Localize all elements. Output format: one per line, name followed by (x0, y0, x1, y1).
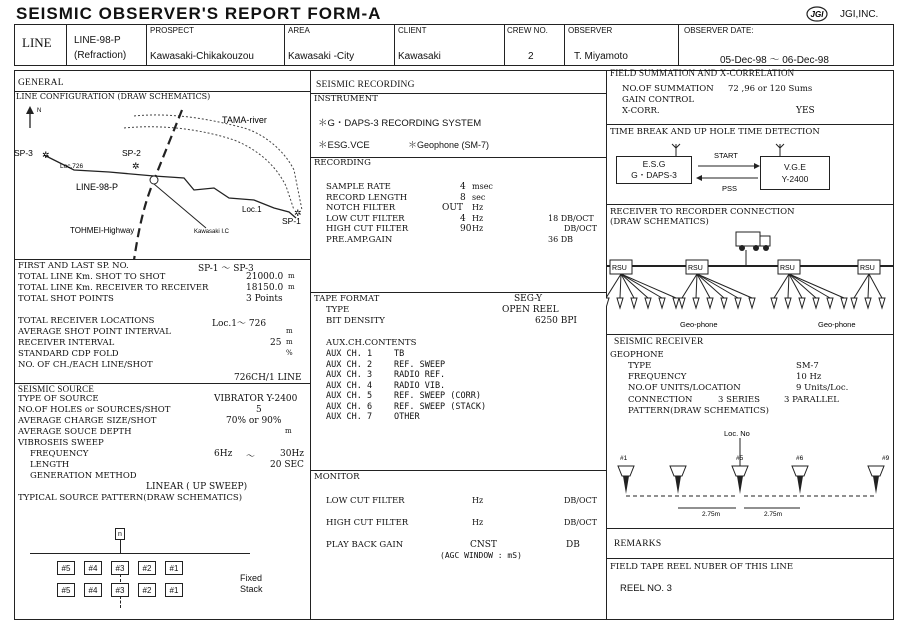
sp2-label: SP-2 (122, 148, 141, 158)
recording-row-unit: Hz (472, 203, 484, 212)
source-type-label: TYPE OF SOURCE (18, 394, 99, 404)
general-row-label: TOTAL RECEIVER LOCATIONS (18, 316, 155, 326)
geophone-label: GEOPHONE (610, 350, 664, 360)
freq-label: FREQUENCY (30, 449, 89, 459)
crew-label: CREW NO. (507, 26, 548, 35)
depth-unit: m (285, 427, 292, 435)
source-point-box: #5 (57, 561, 75, 575)
loc726-label: Loc.726 (60, 163, 84, 170)
instrument-3: ＊Geophone (SM-7) (408, 140, 490, 150)
geophone-icon (785, 298, 791, 308)
start-label: START (714, 151, 738, 160)
aux-channel-label: AUX CH. 5 (326, 391, 373, 401)
sp3-icon: ✲ (42, 150, 50, 160)
geophone-icon (841, 298, 847, 308)
aux-channel-value: RADIO REF. (394, 370, 446, 380)
logo-text: JGI (810, 10, 824, 19)
source-point-box: #4 (84, 561, 102, 575)
sp1-icon: ✲ (294, 208, 302, 218)
geophone-icon (645, 298, 651, 308)
bit-value: 6250 BPI (535, 316, 577, 326)
date-value: 05-Dec-98 ～ 06-Dec-98 (720, 55, 829, 66)
tape-type-value: OPEN REEL (502, 305, 559, 315)
crew-value: 2 (528, 51, 534, 62)
monitor-low-db: DB/OCT (564, 496, 598, 505)
line-name-label: LINE-98-P (76, 182, 119, 192)
connection-series: 3 SERIES (718, 395, 760, 405)
general-row-label: TOTAL LINE Km. SHOT TO SHOT (18, 272, 166, 282)
source-point-box: #3 (111, 561, 129, 575)
general-row-value: 21000.0 (246, 272, 284, 282)
gain-label: GAIN CONTROL (622, 95, 695, 105)
charge-label: AVERAGE CHARGE SIZE/SHOT (18, 416, 157, 426)
receiver-title: SEISMIC RECEIVER (614, 337, 704, 347)
form-title: SEISMIC OBSERVER'S REPORT FORM-A (16, 4, 382, 23)
recording-label: RECORDING (314, 158, 371, 168)
recording-row-value: 8 (460, 192, 466, 203)
sweep-label: VIBROSEIS SWEEP (18, 438, 104, 448)
geophone-icon (618, 466, 634, 476)
length-label: LENGTH (30, 460, 70, 470)
freq-sep: ～ (246, 452, 256, 462)
area-label: AREA (288, 26, 310, 35)
p5-label: #5 (736, 455, 744, 462)
general-row-label: FIRST AND LAST SP. NO. (18, 261, 129, 271)
xcorr-value: YES (796, 106, 815, 116)
connection-label: CONNECTION (628, 395, 693, 405)
geophone-icon (673, 298, 679, 308)
bit-label: BIT DENSITY (326, 316, 385, 326)
general-row-label: RECEIVER INTERVAL (18, 338, 115, 348)
time-break-title: TIME BREAK AND UP HOLE TIME DETECTION (610, 127, 820, 137)
source-type-value: VIBRATOR Y-2400 (214, 394, 298, 404)
holes-value: 5 (256, 405, 262, 415)
source-point-box: #1 (165, 561, 183, 575)
aux-title: AUX.CH.CONTENTS (326, 338, 417, 348)
monitor-high-db: DB/OCT (564, 518, 598, 527)
rsu-label: RSU (688, 265, 703, 272)
instrument-2: ＊ESG.VCE (318, 140, 370, 151)
source-n-box: n (115, 528, 125, 540)
geophone-icon (851, 298, 857, 308)
field-sum-title: FIELD SUMMATION AND X-CORRELATION (610, 68, 795, 78)
p1-label: #1 (620, 455, 628, 462)
recording-row-extra: 18 DB/OCT (548, 213, 594, 223)
aux-channel-value: RADIO VIB. (394, 380, 446, 391)
geophone-label-2: Geo-phone (818, 320, 856, 329)
monitor-high-label: HIGH CUT FILTER (326, 518, 409, 528)
recording-row-label: SAMPLE RATE (326, 182, 391, 192)
sp3-label: SP-3 (14, 148, 33, 158)
vge-model: Y-2400 (781, 174, 809, 184)
geophone-icon (679, 298, 685, 308)
general-row-label: STANDARD CDP FOLD (18, 349, 119, 359)
length-value: 20 SEC (270, 460, 304, 470)
client-label: CLIENT (398, 26, 427, 35)
geophone-icon (792, 466, 808, 476)
summation-value: 72 ,96 or 120 Sums (728, 84, 813, 94)
remarks-title: REMARKS (614, 539, 662, 549)
geophone-icon (799, 298, 805, 308)
receiver-row-label: TYPE (628, 361, 652, 371)
line-label: LINE (22, 35, 52, 50)
aux-channel-value: TB (394, 349, 405, 359)
general-row-unit: m (288, 283, 295, 291)
p9-label: #9 (882, 455, 890, 462)
esg-label: E.S.G (642, 159, 666, 169)
geophone-icon (670, 466, 686, 476)
aux-channel-value: REF. SWEEP (394, 359, 446, 370)
tape-label: TAPE FORMAT (314, 294, 380, 304)
rr-sub: (DRAW SCHEMATICS) (610, 217, 709, 227)
general-row-unit: m (286, 338, 293, 346)
rr-title: RECEIVER TO RECORDER CONNECTION (610, 207, 795, 217)
recording-row-value: 90 (460, 224, 472, 234)
line-config-label: LINE CONFIGURATION (DRAW SCHEMATICS) (16, 92, 211, 101)
vge-box (760, 156, 830, 190)
pss-label: PSS (722, 184, 738, 193)
monitor-high-hz: Hz (472, 518, 484, 527)
receiver-row-value: 9 Units/Loc. (796, 383, 849, 393)
ic-label: Kawasaki I.C (194, 229, 230, 235)
general-title: GENERAL (18, 78, 64, 88)
geophone-icon (617, 298, 623, 308)
recording-row-unit: Hz (472, 224, 484, 233)
geophone-icon (735, 298, 741, 308)
distance-2: 2.75m (764, 511, 783, 518)
source-point-box: #2 (138, 561, 156, 575)
locno-label: Loc. No (724, 429, 750, 438)
recorder-truck-icon (736, 232, 760, 246)
ch-each-value: 726CH/1 LINE (234, 373, 302, 383)
recording-row-value: 4 (460, 182, 466, 192)
recording-row-value: OUT (442, 203, 463, 213)
interchange-icon (150, 176, 158, 184)
geophone-icon (606, 298, 609, 308)
rsu-label: RSU (612, 265, 627, 272)
company-logo (805, 6, 829, 22)
reel-title: FIELD TAPE REEL NUBER OF THIS LINE (610, 562, 794, 572)
line-configuration-map (14, 100, 310, 260)
charge-value: 70% or 90% (226, 416, 282, 426)
monitor-low-label: LOW CUT FILTER (326, 496, 405, 506)
observer-value: T. Miyamoto (574, 51, 628, 62)
sp1-label: SP-1 (282, 216, 301, 226)
esg-box (616, 156, 692, 184)
receiver-row-value: 10 Hz (796, 372, 822, 382)
aux-channel-value: OTHER (394, 412, 420, 422)
monitor-label: MONITOR (314, 472, 360, 482)
distance-1: 2.75m (702, 511, 721, 518)
aux-channel-label: AUX CH. 2 (326, 359, 373, 370)
client-value: Kawasaki (398, 51, 441, 62)
general-row-value: SP-1 ～ SP-3 (198, 264, 254, 274)
general-row-value: 3 Points (246, 294, 283, 304)
recording-row-value: 4 (460, 213, 466, 224)
geophone-icon (693, 298, 699, 308)
receiver-row-label: NO.OF UNITS/LOCATION (628, 383, 741, 393)
line-value: LINE-98-P (74, 35, 121, 46)
gdaps-label: G・DAPS-3 (631, 170, 677, 180)
vge-label: V.G.E (784, 162, 806, 172)
freq-hi: 30Hz (280, 449, 305, 459)
general-row-label: TOTAL SHOT POINTS (18, 294, 114, 304)
general-row-value: 25 (270, 338, 282, 348)
aux-channel-label: AUX CH. 6 (326, 401, 373, 412)
rsu-label: RSU (860, 265, 875, 272)
geophone-icon (813, 298, 819, 308)
xcorr-label: X-CORR. (622, 106, 660, 116)
highway-line (134, 110, 182, 260)
general-row-label: AVERAGE SHOT POINT INTERVAL (18, 327, 171, 337)
aux-channel-label: AUX CH. 1 (326, 349, 373, 359)
aux-channel-label: AUX CH. 7 (326, 412, 373, 422)
company-name: JGI,INC. (840, 9, 879, 20)
receiver-row-value: SM-7 (796, 361, 819, 371)
date-label: OBSERVER DATE: (684, 26, 754, 35)
source-point-box: #4 (84, 583, 102, 597)
recording-row-unit: Hz (472, 213, 484, 223)
geophone-icon (865, 298, 871, 308)
aux-channel-value: REF. SWEEP (CORR) (394, 391, 481, 401)
receiver-row-label: FREQUENCY (628, 372, 687, 382)
sp2-icon: ✲ (132, 161, 140, 171)
depth-label: AVERAGE SOUCE DEPTH (18, 427, 132, 437)
highway-label: TOHMEI-Highway (70, 226, 135, 235)
instrument-1: ＊G・DAPS-3 RECORDING SYSTEM (318, 118, 482, 129)
source-point-box: #3 (111, 583, 129, 597)
geophone-icon (721, 298, 727, 308)
general-row-value: 18150.0 (246, 283, 284, 293)
recording-row-label: NOTCH FILTER (326, 203, 396, 213)
recording-row-label: RECORD LENGTH (326, 192, 408, 203)
general-row-unit: m (286, 327, 293, 335)
river-label: TAMA-river (222, 115, 267, 125)
agc-window: (AGC WINDOW : mS) (440, 551, 522, 560)
recording-row-unit: sec (472, 192, 486, 202)
general-row-unit: m (288, 272, 295, 280)
observer-label: OBSERVER (568, 26, 613, 35)
geophone-icon (707, 298, 713, 308)
line-sub: (Refraction) (74, 50, 127, 61)
geophone-icon (631, 298, 637, 308)
recording-row-label: PRE.AMP.GAIN (326, 234, 393, 245)
receiver-connection-diagram (606, 228, 894, 334)
general-row-label: TOTAL LINE Km. RECEIVER TO RECEIVER (18, 283, 209, 293)
playback-db: DB (566, 540, 580, 550)
source-title: SEISMIC SOURCE (18, 384, 95, 394)
summation-label: NO.OF SUMMATION (622, 84, 714, 94)
geophone-pattern-diagram (606, 426, 894, 522)
monitor-low-hz: Hz (472, 496, 484, 505)
connection-parallel: 3 PARALLEL (784, 395, 839, 405)
instrument-label: INSTRUMENT (314, 94, 378, 104)
geophone-icon (879, 298, 885, 308)
pattern-schem-label: PATTERN(DRAW SCHEMATICS) (628, 406, 769, 416)
general-row-label: NO. OF CH./EACH LINE/SHOT (18, 360, 153, 370)
north-label: N (37, 108, 42, 114)
reel-value: REEL NO. 3 (620, 583, 672, 594)
fixed-label: Fixed (240, 573, 263, 583)
geophone-icon (749, 298, 755, 308)
recording-title: SEISMIC RECORDING (316, 80, 415, 90)
holes-label: NO.OF HOLES or SOURCES/SHOT (18, 405, 171, 415)
recording-row-label: LOW CUT FILTER (326, 213, 405, 224)
recording-row-extra: DB/OCT (564, 224, 598, 233)
recording-row-label: HIGH CUT FILTER (326, 224, 409, 234)
geophone-icon (659, 298, 665, 308)
general-row-value: Loc.1～ 726 (212, 319, 267, 329)
rsu-label: RSU (780, 265, 795, 272)
geophone-icon (827, 298, 833, 308)
geophone-icon (771, 298, 777, 308)
source-point-box: #1 (165, 583, 183, 597)
gen-label: GENERATION METHOD (30, 471, 137, 481)
freq-lo: 6Hz (214, 449, 233, 459)
geophone-label-1: Geo-phone (680, 320, 718, 329)
source-point-box: #2 (138, 583, 156, 597)
prospect-label: PROSPECT (150, 26, 195, 35)
area-value: Kawasaki -City (288, 51, 355, 62)
prospect-value: Kawasaki-Chikakouzou (150, 51, 254, 62)
aux-channel-value: REF. SWEEP (STACK) (394, 401, 487, 412)
loc1-label: Loc.1 (242, 205, 262, 214)
tape-format: SEG-Y (514, 294, 543, 304)
recording-row-extra: 36 DB (548, 234, 574, 244)
aux-channel-label: AUX CH. 3 (326, 370, 373, 380)
playback-label: PLAY BACK GAIN (326, 540, 404, 550)
tape-type-label: TYPE (326, 305, 350, 315)
pattern-label: TYPICAL SOURCE PATTERN(DRAW SCHEMATICS) (18, 493, 243, 503)
p6-label: #6 (796, 455, 804, 462)
aux-channel-label: AUX CH. 4 (326, 380, 373, 391)
gen-value: LINEAR ( UP SWEEP) (146, 482, 248, 492)
geophone-icon (868, 466, 884, 476)
playback-value: CNST (470, 540, 497, 550)
recording-row-unit: msec (472, 182, 493, 191)
source-point-box: #5 (57, 583, 75, 597)
geophone-icon (732, 466, 748, 476)
stack-label: Stack (240, 584, 263, 594)
general-row-unit: % (286, 349, 293, 357)
